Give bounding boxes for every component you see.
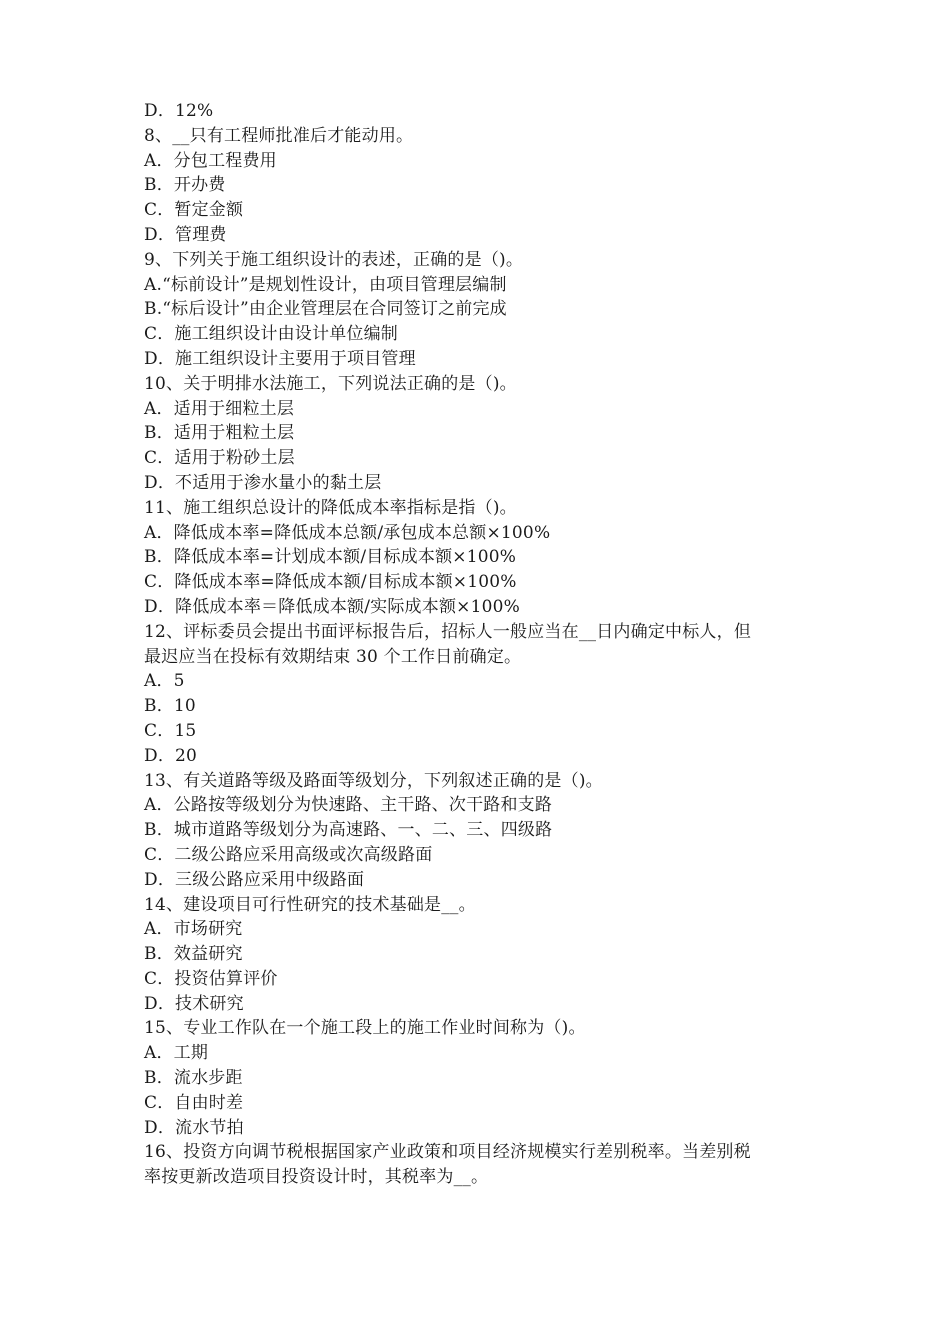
option-a: A．市场研究 (144, 919, 243, 940)
option-b: B．开办费 (144, 175, 226, 196)
option-c: C．适用于粉砂土层 (144, 448, 295, 469)
question-16-continued: 率按更新改造项目投资设计时，其税率为__。 (144, 1167, 489, 1188)
question-16: 16、投资方向调节税根据国家产业政策和项目经济规模实行差别税率。当差别税 (144, 1142, 751, 1163)
option-d: D．技术研究 (144, 993, 244, 1014)
question-11: 11、施工组织总设计的降低成本率指标是指（)。 (144, 497, 517, 518)
option-b: B．效益研究 (144, 944, 243, 965)
option-c: C．暂定金额 (144, 200, 244, 221)
question-15: 15、专业工作队在一个施工段上的施工作业时间称为（)。 (144, 1018, 586, 1039)
option-b: B．10 (144, 696, 196, 717)
option-a: A．分包工程费用 (144, 150, 277, 171)
option-c: C．降低成本率=降低成本额/目标成本额×100% (144, 572, 517, 593)
question-8: 8、__只有工程师批准后才能动用。 (144, 125, 414, 146)
option-a: A．降低成本率=降低成本总额/承包成本总额×100% (144, 522, 551, 543)
text-line: D．12% (144, 101, 214, 121)
option-c: C．施工组织设计由设计单位编制 (144, 324, 399, 345)
option-d: D．流水节拍 (144, 1117, 244, 1138)
question-12: 12、评标委员会提出书面评标报告后，招标人一般应当在__日内确定中标人，但 (144, 621, 752, 642)
option-a: A.“标前设计”是规划性设计，由项目管理层编制 (144, 274, 507, 295)
option-d: D．三级公路应采用中级路面 (144, 869, 365, 890)
question-14: 14、建设项目可行性研究的技术基础是__。 (144, 894, 476, 915)
option-d: D．管理费 (144, 224, 227, 245)
option-a: A．工期 (144, 1043, 209, 1064)
option-a: A．公路按等级划分为快速路、主干路、次干路和支路 (144, 795, 553, 816)
option-d: D．20 (144, 745, 198, 766)
option-b: B．降低成本率=计划成本额/目标成本额×100% (144, 547, 517, 568)
option-a: A．适用于细粒土层 (144, 398, 295, 419)
option-b: B．适用于粗粒土层 (144, 423, 295, 444)
option-d: D．不适用于渗水量小的黏土层 (144, 472, 382, 493)
option-d: D．降低成本率＝降低成本额/实际成本额×100% (144, 596, 521, 617)
option-d: D．施工组织设计主要用于项目管理 (144, 348, 416, 369)
option-b: B．城市道路等级划分为高速路、一、二、三、四级路 (144, 820, 553, 841)
option-b: B.“标后设计”由企业管理层在合同签订之前完成 (144, 299, 507, 320)
option-c: C．15 (144, 720, 197, 741)
document-page (144, 99, 814, 1190)
option-c: C．自由时差 (144, 1092, 244, 1113)
option-c: C．投资估算评价 (144, 968, 278, 989)
question-10: 10、关于明排水法施工，下列说法正确的是（)。 (144, 373, 517, 394)
question-9: 9、下列关于施工组织设计的表述，正确的是（)。 (144, 249, 524, 270)
option-c: C．二级公路应采用高级或次高级路面 (144, 844, 433, 865)
option-b: B．流水步距 (144, 1068, 243, 1089)
question-13: 13、有关道路等级及路面等级划分，下列叙述正确的是（)。 (144, 770, 603, 791)
question-12-continued: 最迟应当在投标有效期结束 30 个工作日前确定。 (144, 646, 522, 667)
option-a: A．5 (144, 671, 185, 692)
